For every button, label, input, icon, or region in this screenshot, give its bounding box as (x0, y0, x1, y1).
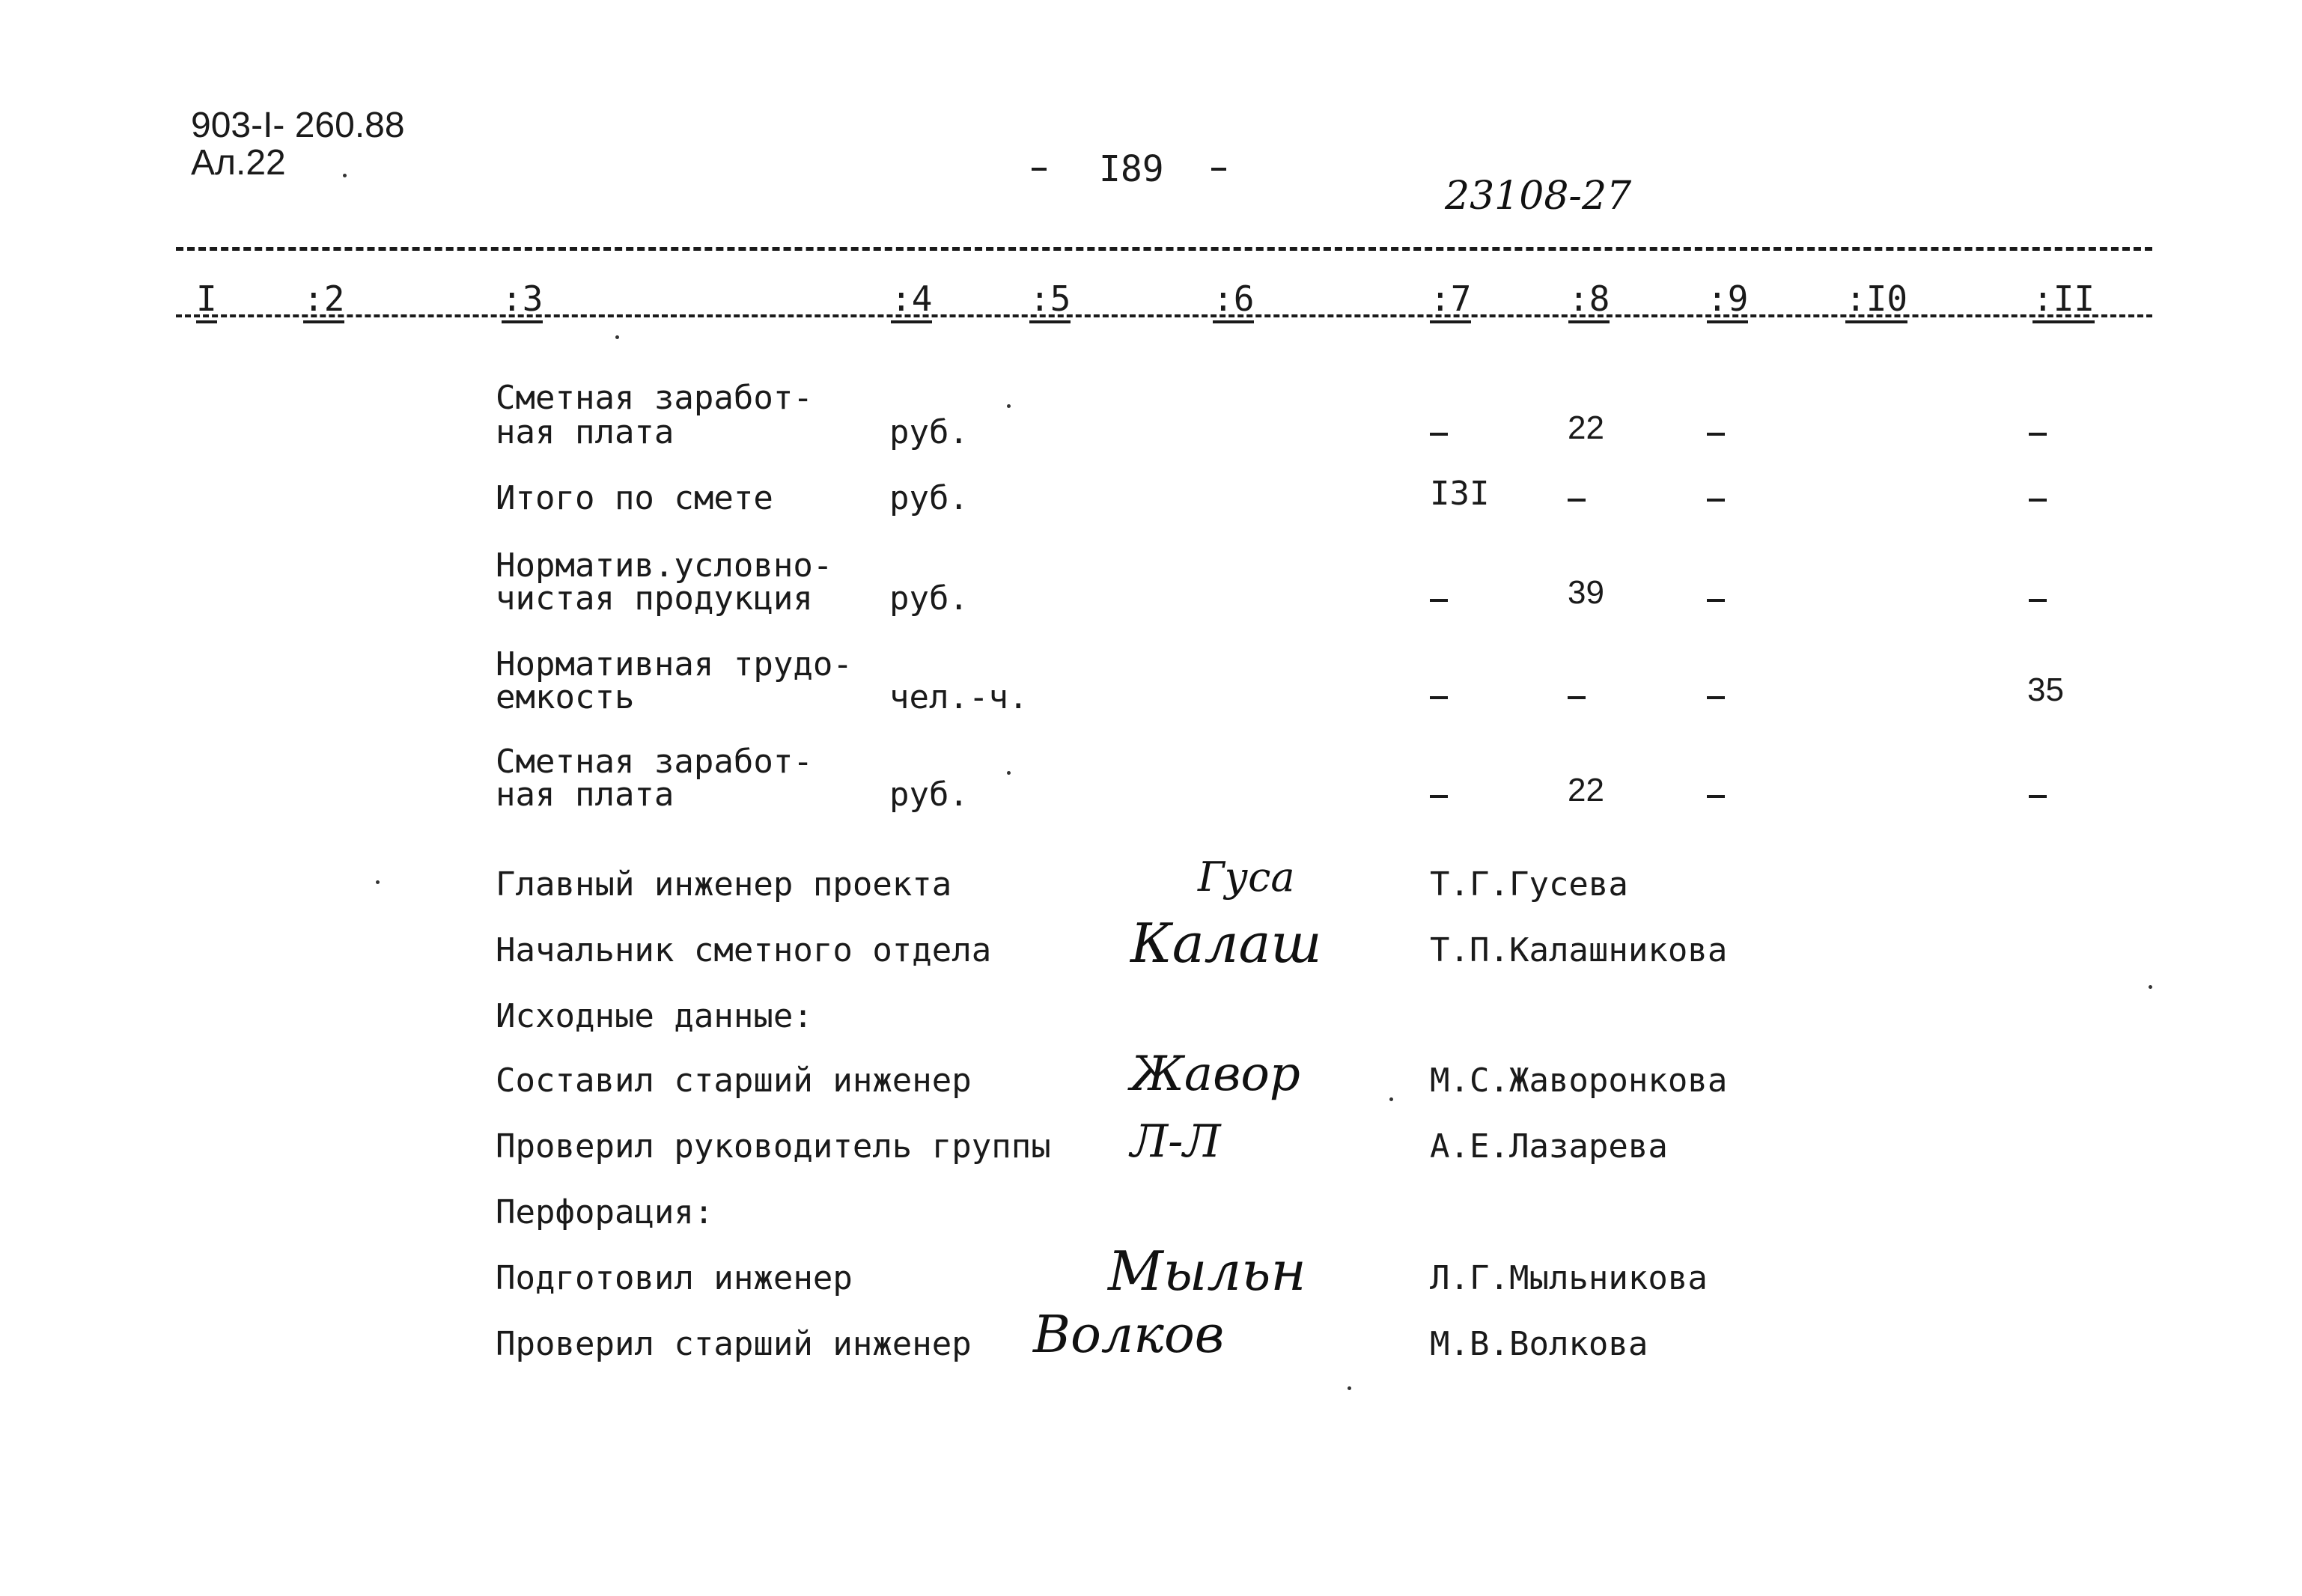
column-number-2: :2 (303, 278, 344, 319)
column-number-5: :5 (1029, 278, 1071, 319)
column-number-11: :II (2032, 278, 2095, 319)
column-number-6: :6 (1213, 278, 1254, 319)
column-number-3: :3 (502, 278, 543, 319)
handwritten-signature-5: Л-Л (1130, 1115, 1221, 1168)
row-2-label: Итого по смете (496, 479, 773, 517)
row-1-col7-value (1430, 433, 1448, 436)
row-1-col9-value (1707, 433, 1725, 436)
signature-role-5: Проверил руководитель группы (496, 1127, 1051, 1166)
row-5-col11-value (2029, 795, 2047, 798)
sheet-label: Ал.22 (191, 143, 286, 183)
inventory-number: 23108-27 (1445, 174, 1632, 219)
row-3-col8-value: 39 (1568, 574, 1604, 611)
handwritten-signature-2: Калаш (1130, 912, 1322, 975)
speck (1389, 1097, 1393, 1101)
page-dash-left (1032, 168, 1047, 171)
row-1-unit: руб. (889, 413, 969, 451)
signature-role-8: Проверил старший инженер (496, 1325, 972, 1363)
row-3-label-line2: чистая продукция (496, 579, 813, 618)
header-dashed-rule (176, 247, 2152, 251)
signature-role-7: Подготовил инженер (496, 1259, 853, 1297)
row-4-unit: чел.-ч. (889, 678, 1029, 716)
row-1-col11-value (2029, 433, 2047, 436)
section-label-perforation: Перфорация: (496, 1193, 714, 1231)
row-2-col8-value (1568, 499, 1586, 502)
signature-role-2: Начальник сметного отдела (496, 931, 992, 969)
row-1-label-line2: ная плата (496, 413, 675, 451)
row-2-col9-value (1707, 499, 1725, 502)
row-4-label-line2: емкость (496, 678, 635, 716)
signature-name-4: М.С.Жаворонкова (1430, 1062, 1728, 1100)
handwritten-signature-7: Мыльн (1108, 1240, 1306, 1303)
signature-role-4: Составил старший инженер (496, 1062, 972, 1100)
row-4-label-line1: Нормативная трудо- (496, 645, 853, 683)
speck (1007, 771, 1011, 775)
column-number-underline (176, 314, 2152, 317)
row-5-label-line1: Сметная заработ- (496, 743, 813, 781)
speck (2149, 985, 2152, 989)
column-number-7: :7 (1430, 278, 1471, 319)
speck (376, 880, 380, 884)
signature-role-1: Главный инженер проекта (496, 865, 952, 904)
row-2-col7-value: I3I (1430, 475, 1490, 513)
signature-name-2: Т.П.Калашникова (1430, 931, 1728, 969)
column-number-4: :4 (891, 278, 932, 319)
row-4-col8-value (1568, 696, 1586, 699)
row-5-unit: руб. (889, 776, 969, 814)
row-1-label-line1: Сметная заработ- (496, 379, 813, 417)
speck (343, 174, 347, 177)
row-3-col9-value (1707, 599, 1725, 602)
row-5-col8-value: 22 (1568, 772, 1604, 808)
handwritten-signature-8: Волков (1033, 1306, 1225, 1365)
row-3-col11-value (2029, 599, 2047, 602)
column-number-9: :9 (1707, 278, 1748, 319)
column-number-8: :8 (1568, 278, 1610, 319)
column-number-1: I (196, 278, 217, 319)
row-5-col7-value (1430, 795, 1448, 798)
row-3-col7-value (1430, 599, 1448, 602)
row-2-unit: руб. (889, 479, 969, 517)
row-5-label-line2: ная плата (496, 776, 675, 814)
row-1-col8-value: 22 (1568, 409, 1604, 446)
row-2-col11-value (2029, 499, 2047, 502)
row-3-unit: руб. (889, 579, 969, 618)
section-label-source-data: Исходные данные: (496, 997, 813, 1035)
signature-name-8: М.В.Волкова (1430, 1325, 1648, 1363)
speck (1348, 1386, 1351, 1390)
handwritten-signature-1: Гуса (1198, 853, 1295, 901)
row-4-col7-value (1430, 696, 1448, 699)
row-5-col9-value (1707, 795, 1725, 798)
speck (1007, 404, 1011, 408)
signature-name-1: Т.Г.Гусева (1430, 865, 1628, 904)
row-3-label-line1: Норматив.условно- (496, 546, 833, 585)
handwritten-signature-4: Жавор (1130, 1047, 1300, 1102)
row-4-col11-value: 35 (2027, 671, 2064, 708)
signature-name-7: Л.Г.Мыльникова (1430, 1259, 1708, 1297)
document-code: 903-I- 260.88 (191, 106, 405, 145)
row-4-col9-value (1707, 696, 1725, 699)
page-number: I89 (1099, 148, 1164, 190)
column-number-10: :I0 (1845, 278, 1907, 319)
page-dash-right (1211, 168, 1226, 171)
signature-name-5: А.Е.Лазарева (1430, 1127, 1668, 1166)
speck (615, 335, 619, 339)
